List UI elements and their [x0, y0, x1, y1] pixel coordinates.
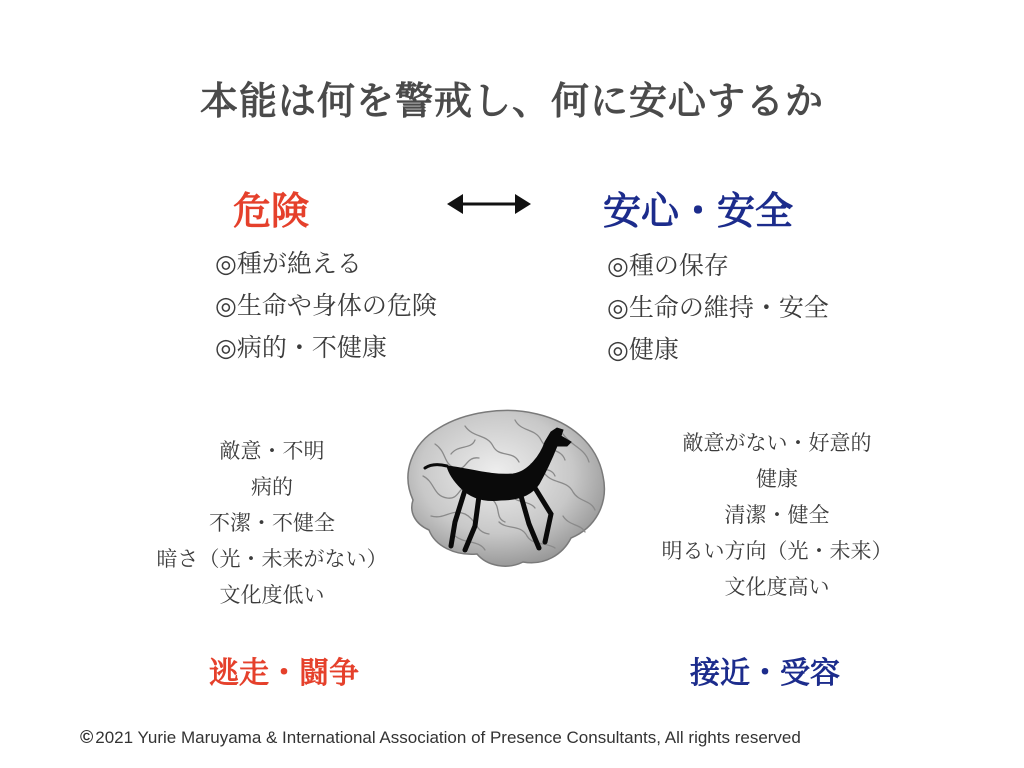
danger-list	[215, 243, 437, 369]
copyright-text: 2021 Yurie Maruyama & International Association of Presence Consultants, All rights reserved	[95, 728, 801, 747]
safe-trait: 健康	[756, 467, 798, 491]
page-title: 本能は何を警戒し、何に安心するか	[199, 78, 824, 123]
danger-trait: 暗さ（光・未来がない）	[156, 547, 388, 571]
safe-trait: 明るい方向（光・未来）	[661, 539, 893, 563]
brain-icon	[395, 404, 615, 574]
double-arrow-icon	[447, 191, 531, 217]
danger-item: ◎種が絶える	[215, 249, 362, 278]
safe-trait: 文化度高い	[724, 575, 830, 599]
danger-trait: 病的	[251, 475, 293, 499]
danger-trait: 敵意・不明	[219, 439, 325, 463]
safe-list	[607, 245, 829, 371]
safe-response: 接近・受容	[690, 656, 840, 691]
safe-item: ◎生命の維持・安全	[607, 293, 829, 322]
danger-item: ◎病的・不健康	[215, 333, 387, 362]
danger-trait: 不潔・不健全	[209, 511, 335, 535]
danger-traits	[122, 433, 422, 613]
safe-item: ◎種の保存	[607, 251, 729, 280]
safe-trait: 清潔・健全	[724, 503, 830, 527]
safe-item: ◎健康	[607, 335, 679, 364]
safe-traits	[617, 425, 937, 605]
copyright-icon: ©	[80, 727, 94, 747]
danger-trait: 文化度低い	[219, 583, 325, 607]
danger-response: 逃走・闘争	[209, 656, 359, 691]
copyright-notice	[80, 727, 801, 748]
safe-heading: 安心・安全	[603, 189, 794, 233]
danger-item: ◎生命や身体の危険	[215, 291, 437, 320]
safe-trait: 敵意がない・好意的	[682, 431, 872, 455]
danger-heading: 危険	[233, 189, 310, 233]
